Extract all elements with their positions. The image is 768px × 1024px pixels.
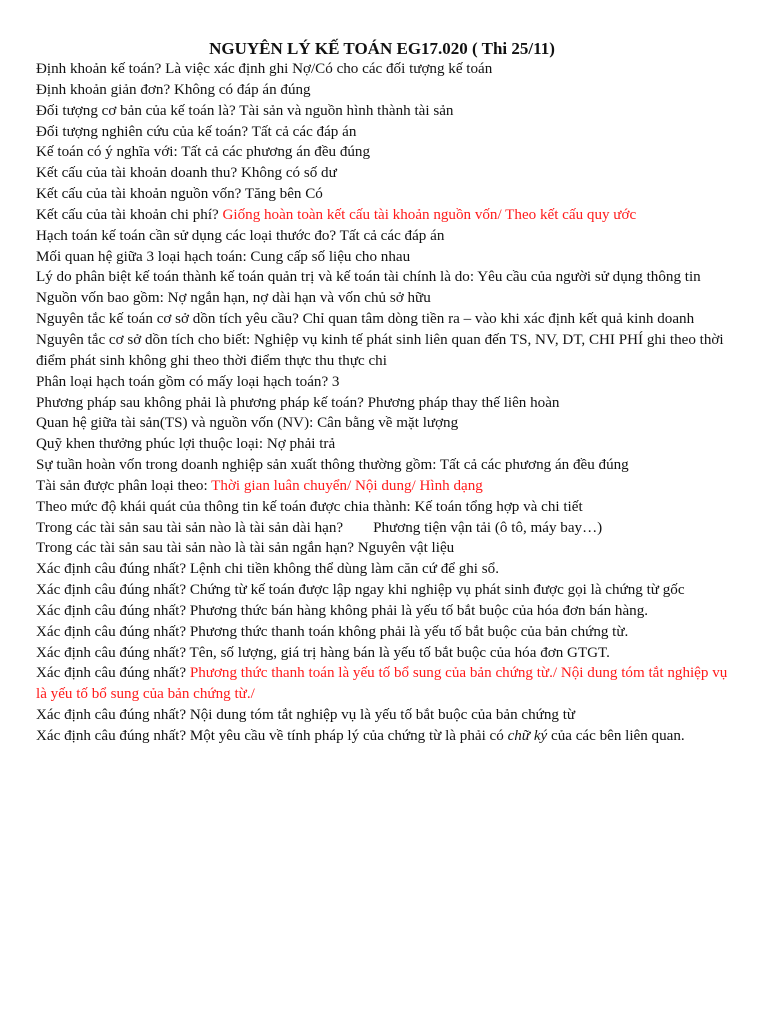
question-text: Kế toán có ý nghĩa với: <box>36 144 182 161</box>
qa-line <box>36 142 728 163</box>
question-text: Kết cấu của tài khoản nguồn vốn? <box>36 186 245 203</box>
answer-text: Phương thức thanh toán không phải là yếu tố bắt buộc của bản chứng từ. <box>189 623 629 640</box>
qa-line <box>36 393 728 414</box>
qa-line <box>36 434 728 455</box>
question-text: Sự tuần hoàn vốn trong doanh nghiệp sản xuất thông thường gồm: <box>36 457 440 474</box>
qa-line <box>36 163 728 184</box>
question-text: Hạch toán kế toán cần sử dụng các loại thước đo? <box>36 227 340 244</box>
answer-text: Tăng bên Có <box>244 186 323 203</box>
qa-line <box>36 413 728 434</box>
qa-line <box>36 601 728 622</box>
question-text: Phân loại hạch toán gồm có mấy loại hạch toán? <box>36 373 332 390</box>
question-text: Xác định câu đúng nhất? <box>36 602 190 619</box>
qa-line <box>36 455 728 476</box>
qa-line <box>36 330 728 372</box>
answer-text: Tên, số lượng, giá trị hàng bán là yếu tố bắt buộc của hóa đơn GTGT. <box>189 644 610 661</box>
emphasized-text: chữ ký <box>507 728 548 744</box>
answer-text: 3 <box>331 373 340 390</box>
question-text: Phương pháp sau không phải là phương pháp kế toán? <box>36 394 368 411</box>
question-text: Xác định câu đúng nhất? <box>36 644 190 661</box>
question-text: Đối tượng cơ bản của kế toán là? <box>36 102 240 119</box>
question-text: Xác định câu đúng nhất? <box>36 582 190 599</box>
answer-text: Tất cả các đáp án <box>251 123 357 140</box>
answer-text: Cung cấp số liệu cho nhau <box>250 248 411 265</box>
question-text: Trong các tài sản sau tài sản nào là tài sản ngắn hạn? <box>36 540 358 557</box>
question-text: Mối quan hệ giữa 3 loại hạch toán: <box>36 248 251 265</box>
highlighted-answer-text: Phương thức thanh toán là yếu tố bổ sung của bản chứng từ./ Nội dung tóm tắt nghiệp vụ là yếu tố bổ sung của bản chứng từ./ <box>36 665 728 703</box>
qa-line <box>36 726 728 747</box>
answer-text: Tài sản và nguồn hình thành tài sản <box>239 102 454 119</box>
document-title: NGUYÊN LÝ KẾ TOÁN EG17.020 ( Thi 25/11) <box>209 39 555 58</box>
answer-text: Kế toán tổng hợp và chi tiết <box>414 498 583 515</box>
qa-line <box>36 184 728 205</box>
qa-line <box>36 622 728 643</box>
answer-text: Chứng từ kế toán được lập ngay khi nghiệp vụ phát sinh được gọi là chứng từ gốc <box>189 582 685 599</box>
qa-line <box>36 122 728 143</box>
answer-text: Phương pháp thay thế liên hoàn <box>367 394 560 411</box>
answer-text: Không có đáp án đúng <box>173 81 311 98</box>
qa-line <box>36 80 728 101</box>
answer-text: Nợ phải trả <box>266 436 336 453</box>
qa-line <box>36 309 728 330</box>
question-text: Theo mức độ khái quát của thông tin kế toán được chia thành: <box>36 498 415 515</box>
document-page <box>36 38 728 747</box>
answer-text: Nghiệp vụ kinh tế phát sinh liên quan đến TS, NV, DT, CHI PHÍ ghi theo thời điểm phát sinh không ghi theo thời điểm thực thu thực chi <box>36 331 724 369</box>
qa-line <box>36 497 728 518</box>
qa-line <box>36 663 728 705</box>
question-text: Quỹ khen thưởng phúc lợi thuộc loại: <box>36 436 267 453</box>
answer-text: Cân bằng về mặt lượng <box>317 415 459 432</box>
question-text: Xác định câu đúng nhất? <box>36 561 190 578</box>
question-text: Xác định câu đúng nhất? <box>36 728 190 744</box>
answer-text: Tất cả các đáp án <box>339 227 445 244</box>
question-text: Kết cấu của tài khoản doanh thu? <box>36 165 241 182</box>
answer-text: Nội dung tóm tắt nghiệp vụ là yếu tố bắt buộc của bản chứng từ <box>189 707 576 724</box>
question-text: Nguyên tắc kế toán cơ sở dồn tích yêu cầu? <box>36 311 303 328</box>
question-text: Tài sản được phân loại theo: <box>36 477 212 494</box>
answer-text: Tất cả các phương án đều đúng <box>181 144 371 161</box>
answer-text: Một yêu cầu về tính pháp lý của chứng từ là phải có <box>189 728 508 744</box>
question-text: Xác định câu đúng nhất? <box>36 665 190 682</box>
qa-line <box>36 559 728 580</box>
qa-line <box>36 101 728 122</box>
answer-text: Chỉ quan tâm dòng tiền ra – vào khi xác định kết quả kinh doanh <box>302 311 695 328</box>
qa-line <box>36 518 728 539</box>
answer-text: Nguyên vật liệu <box>357 540 455 557</box>
question-text: Định khoản kế toán? <box>36 61 166 77</box>
qa-line <box>36 580 728 601</box>
answer-text: Là việc xác định ghi Nợ/Có cho các đối tượng kế toán <box>165 61 493 77</box>
qa-line <box>36 59 728 80</box>
answer-text: Phương tiện vận tải (ô tô, máy bay…) <box>373 519 603 536</box>
answer-text: Yêu cầu của người sử dụng thông tin <box>477 269 701 286</box>
question-text: Quan hệ giữa tài sản(TS) và nguồn vốn (NV): <box>36 415 318 432</box>
question-text: Xác định câu đúng nhất? <box>36 623 190 640</box>
question-text: Trong các tài sản sau tài sản nào là tài sản dài hạn? <box>36 519 344 536</box>
answer-tail-text: của các bên liên quan. <box>547 728 685 744</box>
question-text: Xác định câu đúng nhất? <box>36 707 190 724</box>
question-text: Định khoản giản đơn? <box>36 81 174 98</box>
question-text: Kết cấu của tài khoản chi phí? <box>36 206 223 223</box>
qa-line <box>36 247 728 268</box>
qa-line <box>36 372 728 393</box>
question-answer-list <box>36 59 728 747</box>
qa-line <box>36 205 728 226</box>
answer-text: Lệnh chi tiền không thể dùng làm căn cứ để ghi sổ. <box>189 561 499 578</box>
answer-text: Phương thức bán hàng không phải là yếu tố bắt buộc của hóa đơn bán hàng. <box>189 602 649 619</box>
highlighted-answer-text: Thời gian luân chuyển/ Nội dung/ Hình dạng <box>211 477 483 494</box>
highlighted-answer-text: Giống hoàn toàn kết cấu tài khoản nguồn vốn/ Theo kết cấu quy ước <box>222 206 637 223</box>
qa-line <box>36 705 728 726</box>
qa-line <box>36 643 728 664</box>
qa-line <box>36 288 728 309</box>
question-text: Nguyên tắc cơ sở dồn tích cho biết: <box>36 331 254 348</box>
question-text: Lý do phân biệt kế toán thành kế toán quản trị và kế toán tài chính là do: <box>36 269 478 286</box>
qa-line <box>36 476 728 497</box>
question-text: Nguồn vốn bao gồm: <box>36 290 168 307</box>
answer-text: Nợ ngắn hạn, nợ dài hạn và vốn chủ sở hữu <box>167 290 431 307</box>
qa-line <box>36 226 728 247</box>
answer-text: Không có số dư <box>240 165 337 182</box>
qa-line <box>36 267 728 288</box>
answer-text: Tất cả các phương án đều đúng <box>439 457 629 474</box>
qa-line <box>36 538 728 559</box>
question-text: Đối tượng nghiên cứu của kế toán? <box>36 123 252 140</box>
